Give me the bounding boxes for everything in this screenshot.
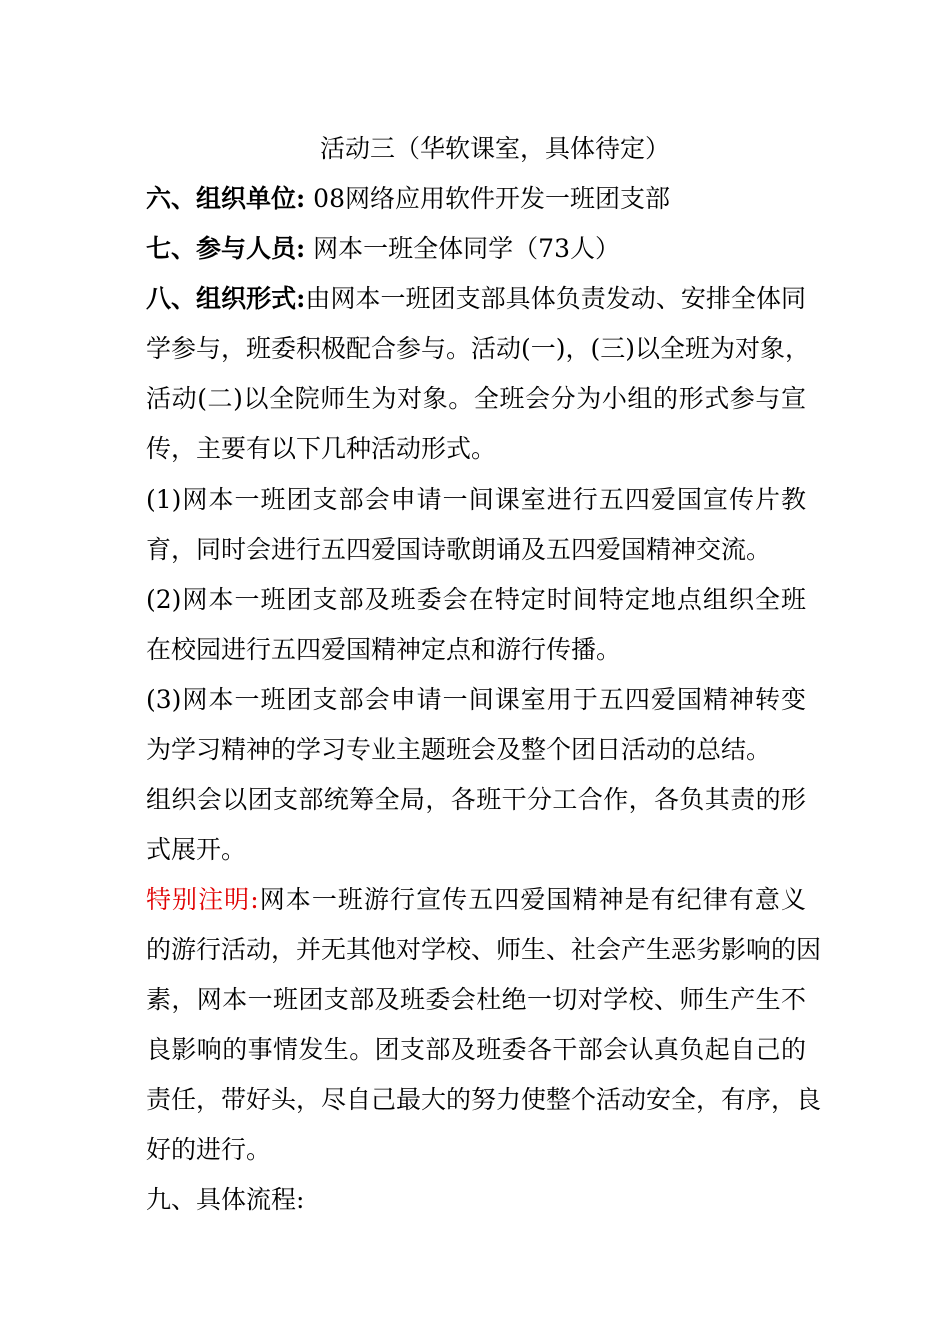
activity3-heading: 活动三（华软课室，具体待定）: [319, 134, 670, 163]
section6-label: 六、组织单位:: [146, 184, 306, 213]
section7-label: 七、参与人员:: [146, 234, 306, 263]
section6-text: 08网络应用软件开发一班团支部: [305, 184, 670, 213]
section6: [146, 182, 670, 216]
section8-line-1: [146, 282, 806, 316]
special-note-label: 特别注明:: [146, 885, 259, 914]
section8-label: 八、组织形式:: [146, 284, 306, 313]
item3-line-2: 为学习精神的学习专业主题班会及整个团日活动的总结。: [146, 735, 772, 764]
section8-line-3: 活动(二)以全院师生为对象。全班会分为小组的形式参与宣: [146, 384, 806, 413]
item2-line-1: (2)网本一班团支部及班委会在特定时间特定地点组织全班: [146, 585, 806, 614]
section7-text: 网本一班全体同学（73人）: [305, 234, 620, 263]
section7: [146, 232, 620, 266]
item2-line-2: 在校园进行五四爱国精神定点和游行传播。: [146, 635, 622, 664]
special-note-line-6: 好的进行。: [146, 1135, 272, 1164]
section8-line-4: 传，主要有以下几种活动形式。: [146, 434, 497, 463]
item1-line-1: (1)网本一班团支部会申请一间课室进行五四爱国宣传片教: [146, 485, 806, 514]
special-note-line-2: 的游行活动，并无其他对学校、师生、社会产生恶劣影响的因: [146, 935, 822, 964]
special-note-line-5: 责任，带好头，尽自己最大的努力使整个活动安全，有序，良: [146, 1085, 822, 1114]
special-note-line-4: 良影响的事情发生。团支部及班委各干部会认真负起自己的: [146, 1035, 806, 1064]
special-note-line-3: 素，网本一班团支部及班委会杜绝一切对学校、师生产生不: [146, 985, 806, 1014]
section8-text: 由网本一班团支部具体负责发动、安排全体同: [305, 284, 806, 313]
summary-line-1: 组织会以团支部统筹全局，各班干分工合作，各负其责的形: [146, 785, 806, 814]
special-note-text: 网本一班游行宣传五四爱国精神是有纪律有意义: [258, 885, 806, 914]
summary-line-2: 式展开。: [146, 835, 247, 864]
section9-heading: 九、具体流程:: [146, 1185, 305, 1214]
item1-line-2: 育，同时会进行五四爱国诗歌朗诵及五四爱国精神交流。: [146, 535, 772, 564]
special-note-line-1: [146, 883, 806, 917]
item3-line-1: (3)网本一班团支部会申请一间课室用于五四爱国精神转变: [146, 685, 806, 714]
section8-line-2: 学参与，班委积极配合参与。活动(一)，(三)以全班为对象，: [146, 334, 811, 363]
